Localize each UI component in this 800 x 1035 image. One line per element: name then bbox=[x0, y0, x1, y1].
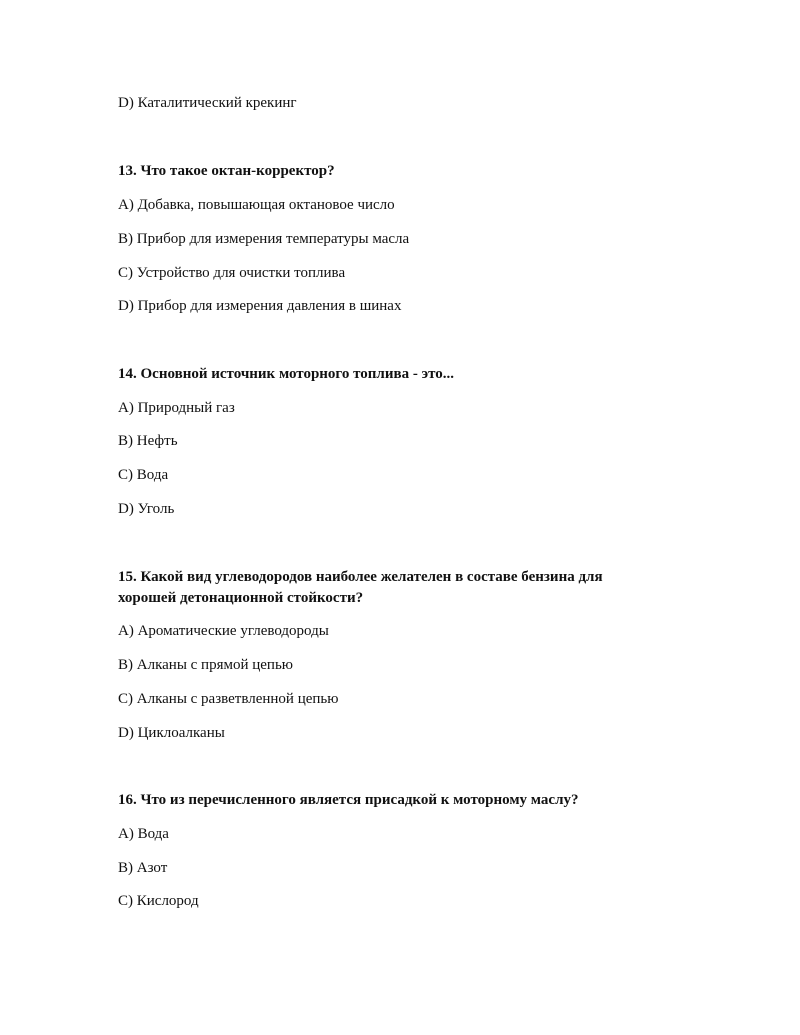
answer-option: B) Алканы с прямой цепью bbox=[118, 657, 294, 673]
answer-option: A) Вода bbox=[118, 826, 169, 842]
answer-option: C) Алканы с разветвленной цепью bbox=[118, 691, 339, 707]
question-13-title: 13. Что такое октан-корректор? bbox=[118, 163, 335, 179]
answer-option: C) Кислород bbox=[118, 893, 199, 909]
answer-option: B) Нефть bbox=[118, 433, 178, 449]
answer-option: D) Прибор для измерения давления в шинах bbox=[118, 298, 402, 314]
answer-option: B) Азот bbox=[118, 860, 168, 876]
answer-option: C) Вода bbox=[118, 467, 169, 483]
answer-option: C) Устройство для очистки топлива bbox=[118, 265, 346, 281]
question-15-title-line-1: 15. Какой вид углеводородов наиболее желателен в составе бензина для bbox=[118, 569, 603, 585]
answer-option: D) Циклоалканы bbox=[118, 725, 225, 741]
answer-option: A) Добавка, повышающая октановое число bbox=[118, 197, 395, 213]
answer-option: B) Прибор для измерения температуры масла bbox=[118, 231, 410, 247]
question-16-title: 16. Что из перечисленного является присадкой к моторному маслу? bbox=[118, 792, 579, 808]
question-15-title-line-2: хорошей детонационной стойкости? bbox=[118, 590, 364, 606]
answer-option: A) Природный газ bbox=[118, 400, 235, 416]
answer-option: A) Ароматические углеводороды bbox=[118, 623, 329, 639]
answer-option: D) Каталитический крекинг bbox=[118, 95, 297, 111]
answer-option: D) Уголь bbox=[118, 501, 175, 517]
question-14-title: 14. Основной источник моторного топлива - это... bbox=[118, 366, 454, 382]
